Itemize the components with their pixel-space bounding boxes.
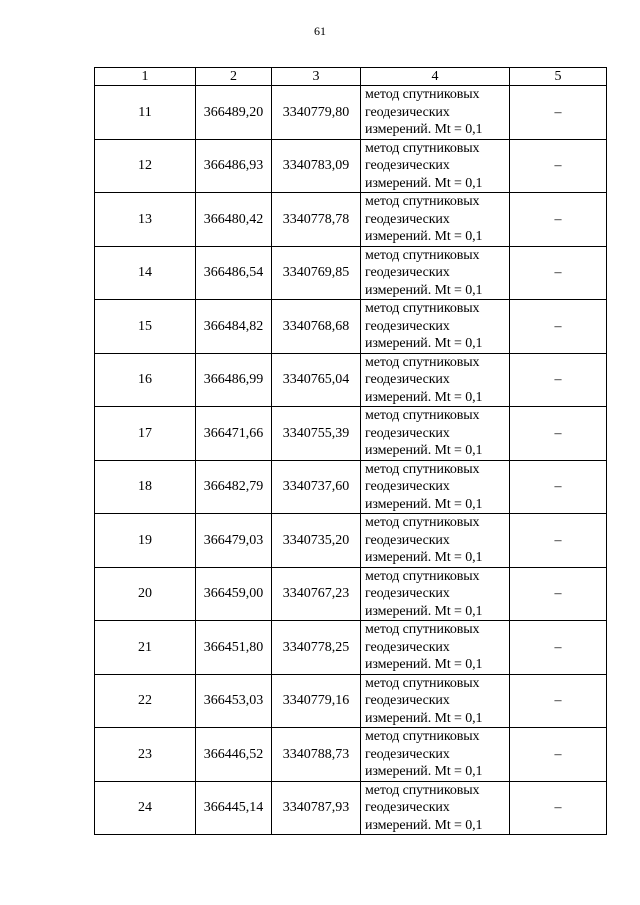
method-line: геодезических — [365, 372, 450, 387]
x-coordinate-cell: 366484,82 — [196, 300, 272, 354]
method-line: геодезических — [365, 158, 450, 173]
method-line: метод спутниковых — [365, 729, 480, 744]
point-number-cell: 13 — [95, 193, 196, 247]
table-row — [95, 353, 607, 407]
method-cell — [361, 193, 510, 247]
method-line: измерений. Mt = 0,1 — [365, 336, 483, 351]
x-coordinate-cell: 366446,52 — [196, 728, 272, 782]
table-row — [95, 246, 607, 300]
y-coordinate-cell: 3340779,16 — [272, 674, 361, 728]
note-cell: – — [510, 621, 607, 675]
coordinates-table — [94, 67, 607, 835]
method-cell — [361, 728, 510, 782]
table-row — [95, 300, 607, 354]
x-coordinate-cell: 366482,79 — [196, 460, 272, 514]
method-line: геодезических — [365, 425, 450, 441]
method-line: геодезических — [365, 746, 450, 762]
y-coordinate-cell: 3340788,73 — [272, 728, 361, 782]
header-col-1: 1 — [95, 68, 196, 86]
header-col-3: 3 — [272, 68, 361, 86]
method-line: метод спутниковых — [365, 140, 480, 156]
method-line: метод спутниковых — [365, 87, 480, 102]
header-row — [95, 68, 607, 86]
method-cell — [361, 353, 510, 407]
method-line: метод спутниковых — [365, 461, 480, 477]
method-line: геодезических — [365, 639, 450, 655]
method-line: измерений. Mt = 0,1 — [365, 175, 483, 191]
y-coordinate-cell: 3340765,04 — [272, 353, 361, 407]
note-cell: – — [510, 514, 607, 568]
method-cell — [361, 621, 510, 675]
method-line: метод спутниковых — [365, 408, 480, 423]
method-line: измерений. Mt = 0,1 — [365, 443, 483, 458]
y-coordinate-cell: 3340767,23 — [272, 567, 361, 621]
header-col-5: 5 — [510, 68, 607, 86]
note-cell: – — [510, 353, 607, 407]
x-coordinate-cell: 366489,20 — [196, 86, 272, 140]
method-cell — [361, 514, 510, 568]
method-line: геодезических — [365, 800, 450, 815]
method-line: метод спутниковых — [365, 782, 480, 798]
y-coordinate-cell: 3340768,68 — [272, 300, 361, 354]
point-number-cell: 11 — [95, 86, 196, 140]
method-line: измерений. Mt = 0,1 — [365, 550, 483, 565]
y-coordinate-cell: 3340787,93 — [272, 781, 361, 835]
y-coordinate-cell: 3340783,09 — [272, 139, 361, 193]
table-row — [95, 139, 607, 193]
table-row — [95, 567, 607, 621]
x-coordinate-cell: 366445,14 — [196, 781, 272, 835]
point-number-cell: 15 — [95, 300, 196, 354]
method-line: измерений. Mt = 0,1 — [365, 603, 483, 619]
note-cell: – — [510, 300, 607, 354]
method-line: метод спутниковых — [365, 622, 480, 637]
point-number-cell: 16 — [95, 353, 196, 407]
method-cell — [361, 139, 510, 193]
x-coordinate-cell: 366459,00 — [196, 567, 272, 621]
method-line: измерений. Mt = 0,1 — [365, 229, 483, 244]
note-cell: – — [510, 567, 607, 621]
y-coordinate-cell: 3340769,85 — [272, 246, 361, 300]
note-cell: – — [510, 407, 607, 461]
table-row — [95, 460, 607, 514]
x-coordinate-cell: 366480,42 — [196, 193, 272, 247]
method-cell — [361, 300, 510, 354]
method-line: метод спутниковых — [365, 515, 480, 530]
method-line: геодезических — [365, 693, 450, 708]
method-line: метод спутниковых — [365, 301, 480, 316]
x-coordinate-cell: 366486,93 — [196, 139, 272, 193]
method-line: геодезических — [365, 265, 450, 280]
page-number: 61 — [314, 24, 326, 38]
method-line: метод спутниковых — [365, 354, 480, 370]
table-header — [95, 68, 607, 86]
method-cell — [361, 460, 510, 514]
y-coordinate-cell: 3340735,20 — [272, 514, 361, 568]
table-body — [95, 86, 607, 835]
y-coordinate-cell: 3340779,80 — [272, 86, 361, 140]
x-coordinate-cell: 366451,80 — [196, 621, 272, 675]
method-line: геодезических — [365, 532, 450, 548]
note-cell: – — [510, 193, 607, 247]
y-coordinate-cell: 3340778,78 — [272, 193, 361, 247]
x-coordinate-cell: 366486,99 — [196, 353, 272, 407]
note-cell: – — [510, 674, 607, 728]
method-line: измерений. Mt = 0,1 — [365, 657, 483, 672]
method-line: геодезических — [365, 211, 450, 227]
y-coordinate-cell: 3340755,39 — [272, 407, 361, 461]
note-cell: – — [510, 246, 607, 300]
point-number-cell: 14 — [95, 246, 196, 300]
method-cell — [361, 407, 510, 461]
method-line: измерений. Mt = 0,1 — [365, 764, 483, 779]
point-number-cell: 18 — [95, 460, 196, 514]
method-cell — [361, 567, 510, 621]
x-coordinate-cell: 366486,54 — [196, 246, 272, 300]
point-number-cell: 23 — [95, 728, 196, 782]
method-line: измерений. Mt = 0,1 — [365, 389, 483, 405]
table-row — [95, 86, 607, 140]
table-row — [95, 728, 607, 782]
header-col-2: 2 — [196, 68, 272, 86]
table-row — [95, 621, 607, 675]
note-cell: – — [510, 86, 607, 140]
header-col-4: 4 — [361, 68, 510, 86]
method-line: измерений. Mt = 0,1 — [365, 496, 483, 512]
note-cell: – — [510, 781, 607, 835]
point-number-cell: 12 — [95, 139, 196, 193]
point-number-cell: 22 — [95, 674, 196, 728]
note-cell: – — [510, 460, 607, 514]
method-line: измерений. Mt = 0,1 — [365, 710, 483, 726]
method-line: геодезических — [365, 479, 450, 494]
table-row — [95, 781, 607, 835]
method-cell — [361, 86, 510, 140]
method-line: геодезических — [365, 104, 450, 120]
y-coordinate-cell: 3340778,25 — [272, 621, 361, 675]
y-coordinate-cell: 3340737,60 — [272, 460, 361, 514]
method-line: измерений. Mt = 0,1 — [365, 817, 483, 833]
method-line: геодезических — [365, 318, 450, 334]
x-coordinate-cell: 366453,03 — [196, 674, 272, 728]
table-row — [95, 514, 607, 568]
method-line: метод спутниковых — [365, 247, 480, 263]
method-line: измерений. Mt = 0,1 — [365, 282, 483, 298]
table-row — [95, 193, 607, 247]
point-number-cell: 20 — [95, 567, 196, 621]
point-number-cell: 19 — [95, 514, 196, 568]
method-line: метод спутниковых — [365, 194, 480, 209]
note-cell: – — [510, 139, 607, 193]
point-number-cell: 24 — [95, 781, 196, 835]
method-line: измерений. Mt = 0,1 — [365, 122, 483, 137]
x-coordinate-cell: 366471,66 — [196, 407, 272, 461]
method-line: метод спутниковых — [365, 675, 480, 691]
table-row — [95, 674, 607, 728]
point-number-cell: 17 — [95, 407, 196, 461]
method-cell — [361, 674, 510, 728]
x-coordinate-cell: 366479,03 — [196, 514, 272, 568]
method-line: метод спутниковых — [365, 568, 480, 584]
point-number-cell: 21 — [95, 621, 196, 675]
table-row — [95, 407, 607, 461]
method-cell — [361, 246, 510, 300]
method-line: геодезических — [365, 586, 450, 601]
note-cell: – — [510, 728, 607, 782]
method-cell — [361, 781, 510, 835]
